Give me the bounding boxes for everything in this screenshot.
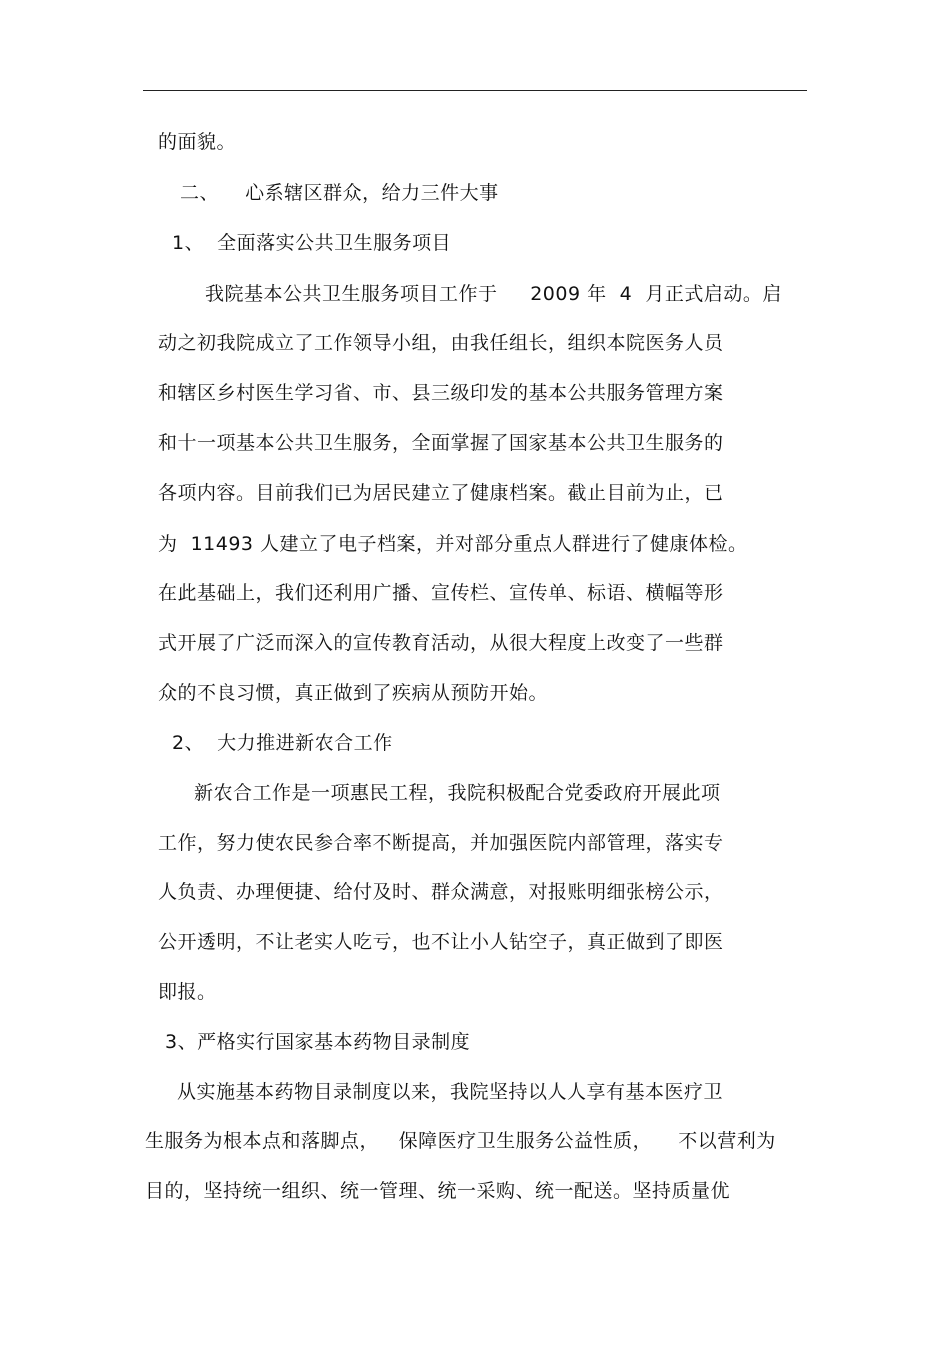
text-line-16: 人负责、办理便捷、给付及时、群众满意，对报账明细张榜公示， — [158, 881, 724, 903]
text-line-1: 的面貌。 — [158, 131, 237, 153]
text-line-18: 即报。 — [158, 981, 217, 1003]
subsection-heading-2: 2、 大力推进新农合工作 — [172, 732, 393, 754]
subsection-heading-1: 1、 全面落实公共卫生服务项目 — [172, 232, 452, 254]
text-line-10: 在此基础上，我们还利用广播、宣传栏、宣传单、标语、横幅等形 — [158, 582, 724, 604]
text-line-22: 目的，坚持统一组织、统一管理、统一采购、统一配送。坚持质量优 — [145, 1180, 731, 1202]
text-line-21: 生服务为根本点和落脚点， 保障医疗卫生服务公益性质， 不以营利为 — [145, 1130, 776, 1152]
text-line-7: 和十一项基本公共卫生服务，全面掌握了国家基本公共卫生服务的 — [158, 432, 724, 454]
text-line-20: 从实施基本药物目录制度以来，我院坚持以人人享有基本医疗卫 — [177, 1081, 724, 1103]
header-rule — [143, 90, 807, 91]
text-line-12: 众的不良习惯，真正做到了疾病从预防开始。 — [158, 682, 549, 704]
text-line-5: 动之初我院成立了工作领导小组，由我任组长，组织本院医务人员 — [158, 332, 724, 354]
section-heading-2: 二、 心系辖区群众，给力三件大事 — [180, 182, 499, 204]
text-line-17: 公开透明，不让老实人吃亏，也不让小人钻空子，真正做到了即医 — [158, 931, 724, 953]
text-line-11: 式开展了广泛而深入的宣传教育活动，从很大程度上改变了一些群 — [158, 632, 724, 654]
subsection-heading-3: 3、严格实行国家基本药物目录制度 — [165, 1031, 471, 1053]
text-line-9: 为 11493 人建立了电子档案，并对部分重点人群进行了健康体检。 — [158, 533, 748, 555]
text-line-6: 和辖区乡村医生学习省、市、县三级印发的基本公共服务管理方案 — [158, 382, 724, 404]
text-line-4: 我院基本公共卫生服务项目工作于 2009 年 4 月正式启动。启 — [205, 283, 782, 305]
text-line-14: 新农合工作是一项惠民工程，我院积极配合党委政府开展此项 — [194, 782, 721, 804]
text-line-15: 工作，努力使农民参合率不断提高，并加强医院内部管理，落实专 — [158, 832, 724, 854]
text-line-8: 各项内容。目前我们已为居民建立了健康档案。截止目前为止，已 — [158, 482, 724, 504]
